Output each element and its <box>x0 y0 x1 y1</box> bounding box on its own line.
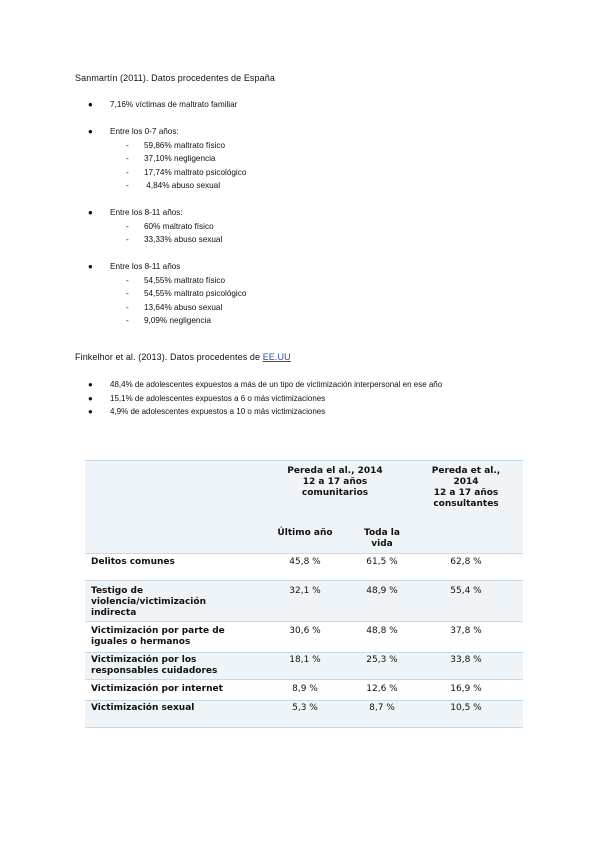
bullet-icon: ● <box>88 208 93 217</box>
list-item <box>88 405 442 419</box>
bullet-icon: ● <box>88 127 93 136</box>
bullet-icon: ● <box>88 393 93 403</box>
value-cell: 55,4 % <box>450 586 482 596</box>
row-label-cuidadores: Victimización por los responsables cuidadores <box>91 655 218 676</box>
list-item-text: 48,4% de adolescentes expuestos a más de un tipo de victimización interpersonal en ese año <box>110 380 443 389</box>
sub-list-item <box>88 233 246 247</box>
section2-list <box>88 378 442 419</box>
dash-icon: - <box>126 316 129 325</box>
sub-item-text: 59,86% maltrato físico <box>144 140 226 150</box>
dash-icon: - <box>126 235 129 244</box>
sub-item-text: 33,33% abuso sexual <box>144 235 223 244</box>
victimization-table <box>85 460 523 728</box>
sub-list-item <box>88 287 246 301</box>
table-rule <box>85 580 523 581</box>
list-item-text: Entre los 8-11 años <box>110 262 181 271</box>
dash-icon: - <box>126 289 129 298</box>
list-item <box>88 260 246 274</box>
table-rule <box>85 460 523 461</box>
value-cell: 5,3 % <box>292 703 318 713</box>
header-consultantes: Pereda et al., 2014 12 a 17 años consultantes <box>431 466 501 509</box>
row-label-sexual: Victimización sexual <box>91 703 195 713</box>
header-comunitarios: Pereda el al., 2014 12 a 17 años comunitarios <box>287 466 383 498</box>
sub-item-text: 60% maltrato físico <box>144 221 214 231</box>
bullet-icon: ● <box>88 380 93 389</box>
table-rule <box>85 700 523 701</box>
sub-list-item <box>88 274 246 288</box>
table-rule <box>85 652 523 653</box>
list-item <box>88 378 442 392</box>
dash-icon: - <box>126 154 129 163</box>
row-label-iguales: Victimización por parte de iguales o hermanos <box>91 626 225 647</box>
sub-item-text: 9,09% negligencia <box>144 316 211 325</box>
dash-icon: - <box>126 302 129 312</box>
value-cell: 8,9 % <box>292 684 318 694</box>
list-item <box>88 392 442 406</box>
value-cell: 12,6 % <box>366 684 398 694</box>
sub-list-item <box>88 139 246 153</box>
sub-item-text: 4,84% abuso sexual <box>144 181 221 190</box>
sub-item-text: 54,55% maltrato físico <box>144 275 226 285</box>
value-cell: 18,1 % <box>289 655 321 665</box>
value-cell: 48,9 % <box>366 586 398 596</box>
list-item-text: 4,9% de adolescentes expuestos a 10 o más victimizaciones <box>110 407 326 416</box>
list-item-text: 15,1% de adolescentes expuestos a 6 o más victimizaciones <box>110 393 326 403</box>
value-cell: 32,1 % <box>289 586 321 596</box>
value-cell: 61,5 % <box>366 557 398 567</box>
value-cell: 16,9 % <box>450 684 482 694</box>
sub-list-item <box>88 314 246 328</box>
section2-heading <box>75 352 291 362</box>
dash-icon: - <box>126 275 129 285</box>
value-cell: 37,8 % <box>450 626 482 636</box>
table-rule <box>85 727 523 728</box>
value-cell: 33,8 % <box>450 655 482 665</box>
table-rule <box>85 621 523 622</box>
list-item-text: Entre los 0-7 años: <box>110 127 179 136</box>
sub-list-item <box>88 152 246 166</box>
value-cell: 8,7 % <box>369 703 395 713</box>
sub-item-text: 37,10% negligencia <box>144 154 216 163</box>
value-cell: 45,8 % <box>289 557 321 567</box>
row-label-testigo: Testigo de violencia/victimización indirecta <box>91 586 206 618</box>
bullet-icon: ● <box>88 262 93 271</box>
header-toda-la-vida: Toda la vida <box>364 528 400 549</box>
table-rule <box>85 679 523 680</box>
sub-list-item <box>88 179 246 193</box>
sub-item-text: 13,64% abuso sexual <box>144 302 223 312</box>
eeuu-link[interactable]: EE.UU <box>262 352 291 362</box>
value-cell: 30,6 % <box>289 626 321 636</box>
list-item <box>88 125 246 139</box>
list-item <box>88 206 246 220</box>
table-rule <box>85 553 523 554</box>
dash-icon: - <box>126 221 129 231</box>
value-cell: 10,5 % <box>450 703 482 713</box>
dash-icon: - <box>126 140 129 150</box>
dash-icon: - <box>126 167 129 177</box>
value-cell: 62,8 % <box>450 557 482 567</box>
row-label-delitos: Delitos comunes <box>91 557 175 567</box>
sub-item-text: 17,74% maltrato psicológico <box>144 167 247 177</box>
sub-list-item <box>88 166 246 180</box>
sub-list-item <box>88 301 246 315</box>
value-cell: 48,8 % <box>366 626 398 636</box>
header-ultimo-ano: Último año <box>277 528 333 538</box>
sub-list-item <box>88 220 246 234</box>
list-item <box>88 98 246 112</box>
section2-heading-text: Finkelhor et al. (2013). Datos procedentes de <box>75 352 263 362</box>
section1-heading: Sanmartín (2011). Datos procedentes de España <box>75 73 275 83</box>
value-cell: 25,3 % <box>366 655 398 665</box>
row-label-internet: Victimización por internet <box>91 684 223 694</box>
sub-item-text: 54,55% maltrato psicológico <box>144 289 247 298</box>
list-item-text: 7,16% víctimas de maltrato familiar <box>110 100 238 109</box>
bullet-icon: ● <box>88 100 93 109</box>
bullet-icon: ● <box>88 407 93 416</box>
section1-list <box>88 98 246 328</box>
dash-icon: - <box>126 181 129 190</box>
list-item-text: Entre los 8-11 años: <box>110 208 183 217</box>
